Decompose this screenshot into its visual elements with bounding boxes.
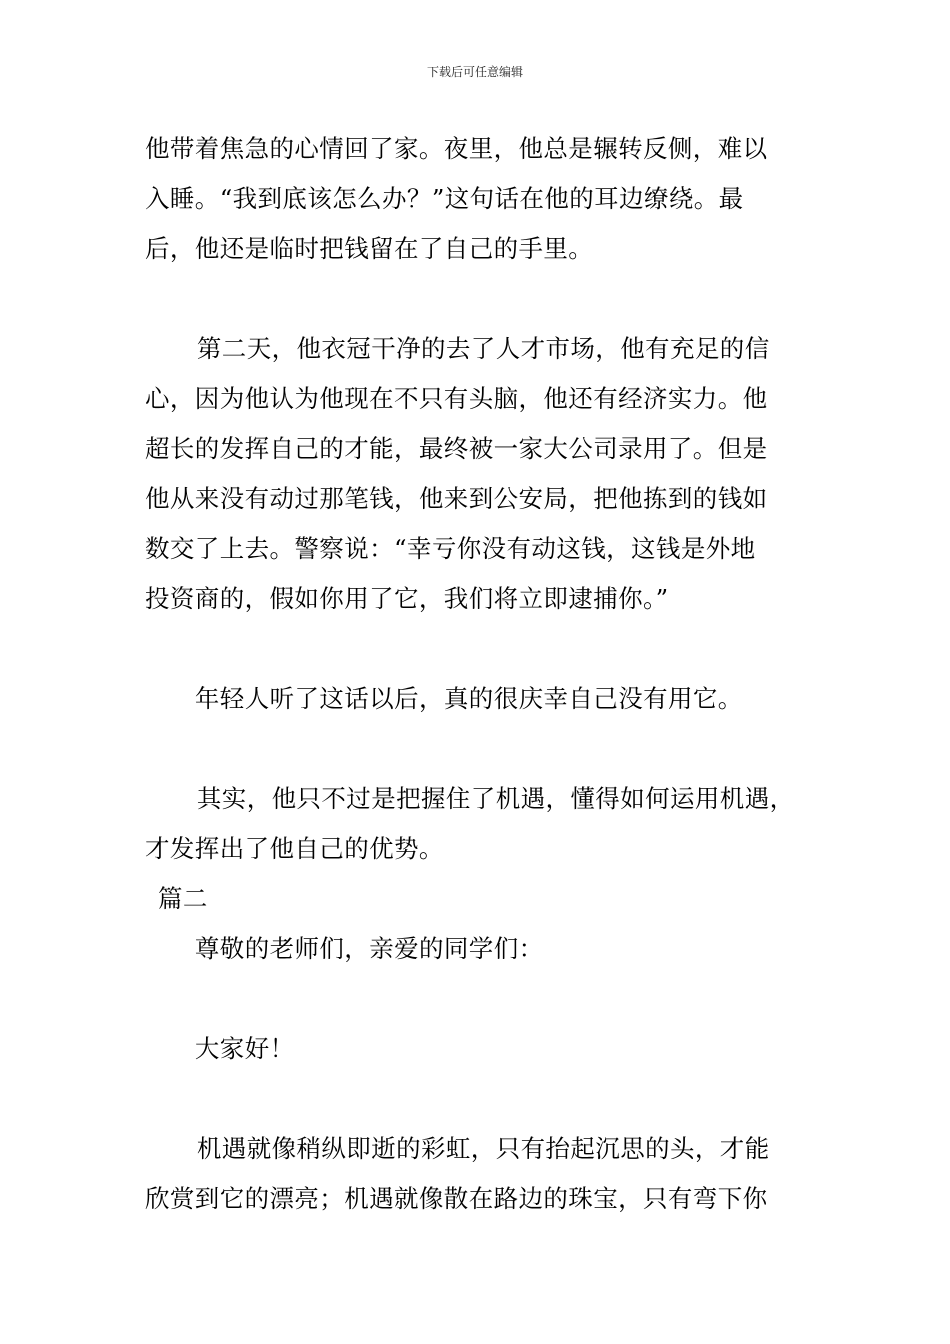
text-line: 机遇就像稍纵即逝的彩虹，只有抬起沉思的头，才能 <box>172 1134 770 1163</box>
text-line: 尊敬的老师们，亲爱的同学们： <box>170 934 544 963</box>
text-line: 大家好！ <box>170 1034 295 1063</box>
text-line: 其实，他只不过是把握住了机遇，懂得如何运用机遇， <box>172 784 795 813</box>
text-line: 他从来没有动过那笔钱，他来到公安局，把他拣到的钱如 <box>145 484 768 513</box>
text-line: 年轻人听了这话以后，真的很庆幸自己没有用它。 <box>170 684 743 713</box>
text-line: 他带着焦急的心情回了家。夜里，他总是辗转反侧，难以 <box>145 134 768 163</box>
text-line: 投资商的，假如你用了它，我们将立即逮捕你。” <box>145 584 669 613</box>
text-line: 心，因为他认为他现在不只有头脑，他还有经济实力。他 <box>145 384 768 413</box>
text-line: 第二天，他衣冠干净的去了人才市场，他有充足的信 <box>172 334 770 363</box>
text-line: 入睡。“我到底该怎么办？”这句话在他的耳边缭绕。最 <box>145 184 744 213</box>
page-header: 下载后可任意编辑 <box>426 65 523 79</box>
text-line: 后，他还是临时把钱留在了自己的手里。 <box>145 234 594 263</box>
text-line: 欣赏到它的漂亮；机遇就像散在路边的珠宝，只有弯下你 <box>145 1184 768 1213</box>
section-heading: 篇二 <box>158 884 208 913</box>
text-line: 才发挥出了他自己的优势。 <box>145 834 444 863</box>
text-line: 数交了上去。警察说：“幸亏你没有动这钱，这钱是外地 <box>145 534 756 563</box>
text-line: 超长的发挥自己的才能，最终被一家大公司录用了。但是 <box>145 434 768 463</box>
